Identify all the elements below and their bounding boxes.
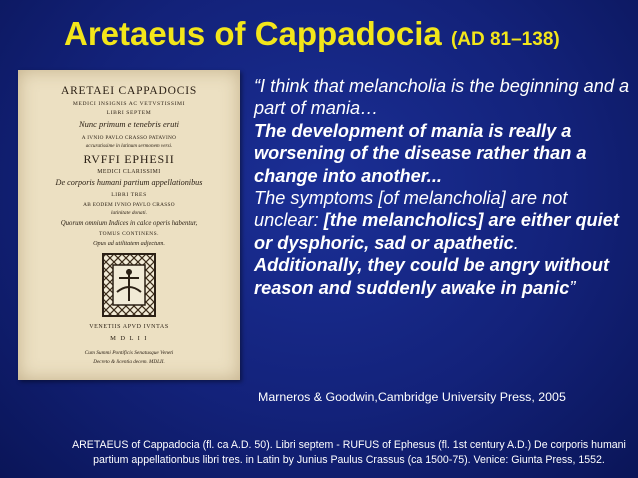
book-line-3: LIBRI SEPTEM (106, 110, 152, 116)
book-line-4: Nunc primum e tenebris eruti (78, 119, 180, 129)
book-line-17: M D L I I (110, 335, 148, 342)
quote-source: Marneros & Goodwin,Cambridge University Press, 2005 (258, 390, 566, 404)
book-line-13: Quorum omnium Indices in calce operis habentur, (60, 220, 198, 227)
quote-part-6: Additionally, they could be angry without reason and suddenly awake in panic (254, 255, 610, 298)
quote-part-3: The symptoms [of melancholia] are not unclear: (254, 188, 568, 231)
book-line-7: RVFFI EPHESII (83, 152, 175, 166)
book-title-page-image (18, 70, 240, 380)
title-text: Aretaeus of Cappadocia (64, 15, 442, 52)
quote-part-5: . (513, 232, 519, 253)
book-line-10: LIBRI TRES (111, 192, 147, 198)
book-line-12: latinitate donati. (111, 210, 147, 216)
book-line-8: MEDICI CLARISSIMI (97, 169, 161, 175)
book-line-11: AB EODEM IVNIO PAVLO CRASSO (83, 202, 175, 208)
book-line-6: accuratissime in latinum sermonem versi. (85, 143, 173, 149)
book-line-5: A IVNIO PAVLO CRASSO PATAVINO (81, 135, 177, 141)
book-line-18: Cum Summi Pontificis Senatusque Veneti (84, 350, 174, 356)
book-line-2: MEDICI INSIGNIS AC VETVSTISSIMI (72, 101, 186, 107)
title-dates: (AD 81–138) (450, 29, 560, 50)
book-title-page-svg (18, 70, 240, 380)
image-caption: ARETAEUS of Cappadocia (fl. ca A.D. 50). Libri septem - RUFUS of Ephesus (fl. 1st century A.D.) De corporis humani partium appellationbus libri tres. in Latin by Junius Paulus Crassus (ca 1500-75). Venice: Giunta Press, 1552. (72, 439, 626, 466)
book-line-14: TOMUS CONTINENS. (98, 231, 160, 237)
slide-title (64, 14, 624, 60)
melancholia-quote (254, 75, 632, 299)
book-line-1: ARETAEI CAPPADOCIS (60, 85, 198, 97)
quote-part-1: “I think that melancholia is the beginning and a part of mania… (254, 76, 630, 119)
book-line-19: Decreto & licentia decem. MDLII. (93, 359, 165, 365)
book-line-15: Opus ad utilitatem adjectum. (93, 240, 165, 247)
quote-part-4: [the melancholics] are either quiet or dysphoric, sad or apathetic (254, 210, 619, 253)
book-line-9: De corporis humani partium appellationibus (55, 178, 203, 187)
quote-part-7: ” (569, 277, 576, 298)
book-line-16: VENETIIS APVD IVNTAS (89, 324, 169, 330)
quote-part-2: The development of mania is really a worsening of the disease rather than a change into another... (254, 120, 587, 186)
printers-device-woodcut (103, 254, 155, 316)
